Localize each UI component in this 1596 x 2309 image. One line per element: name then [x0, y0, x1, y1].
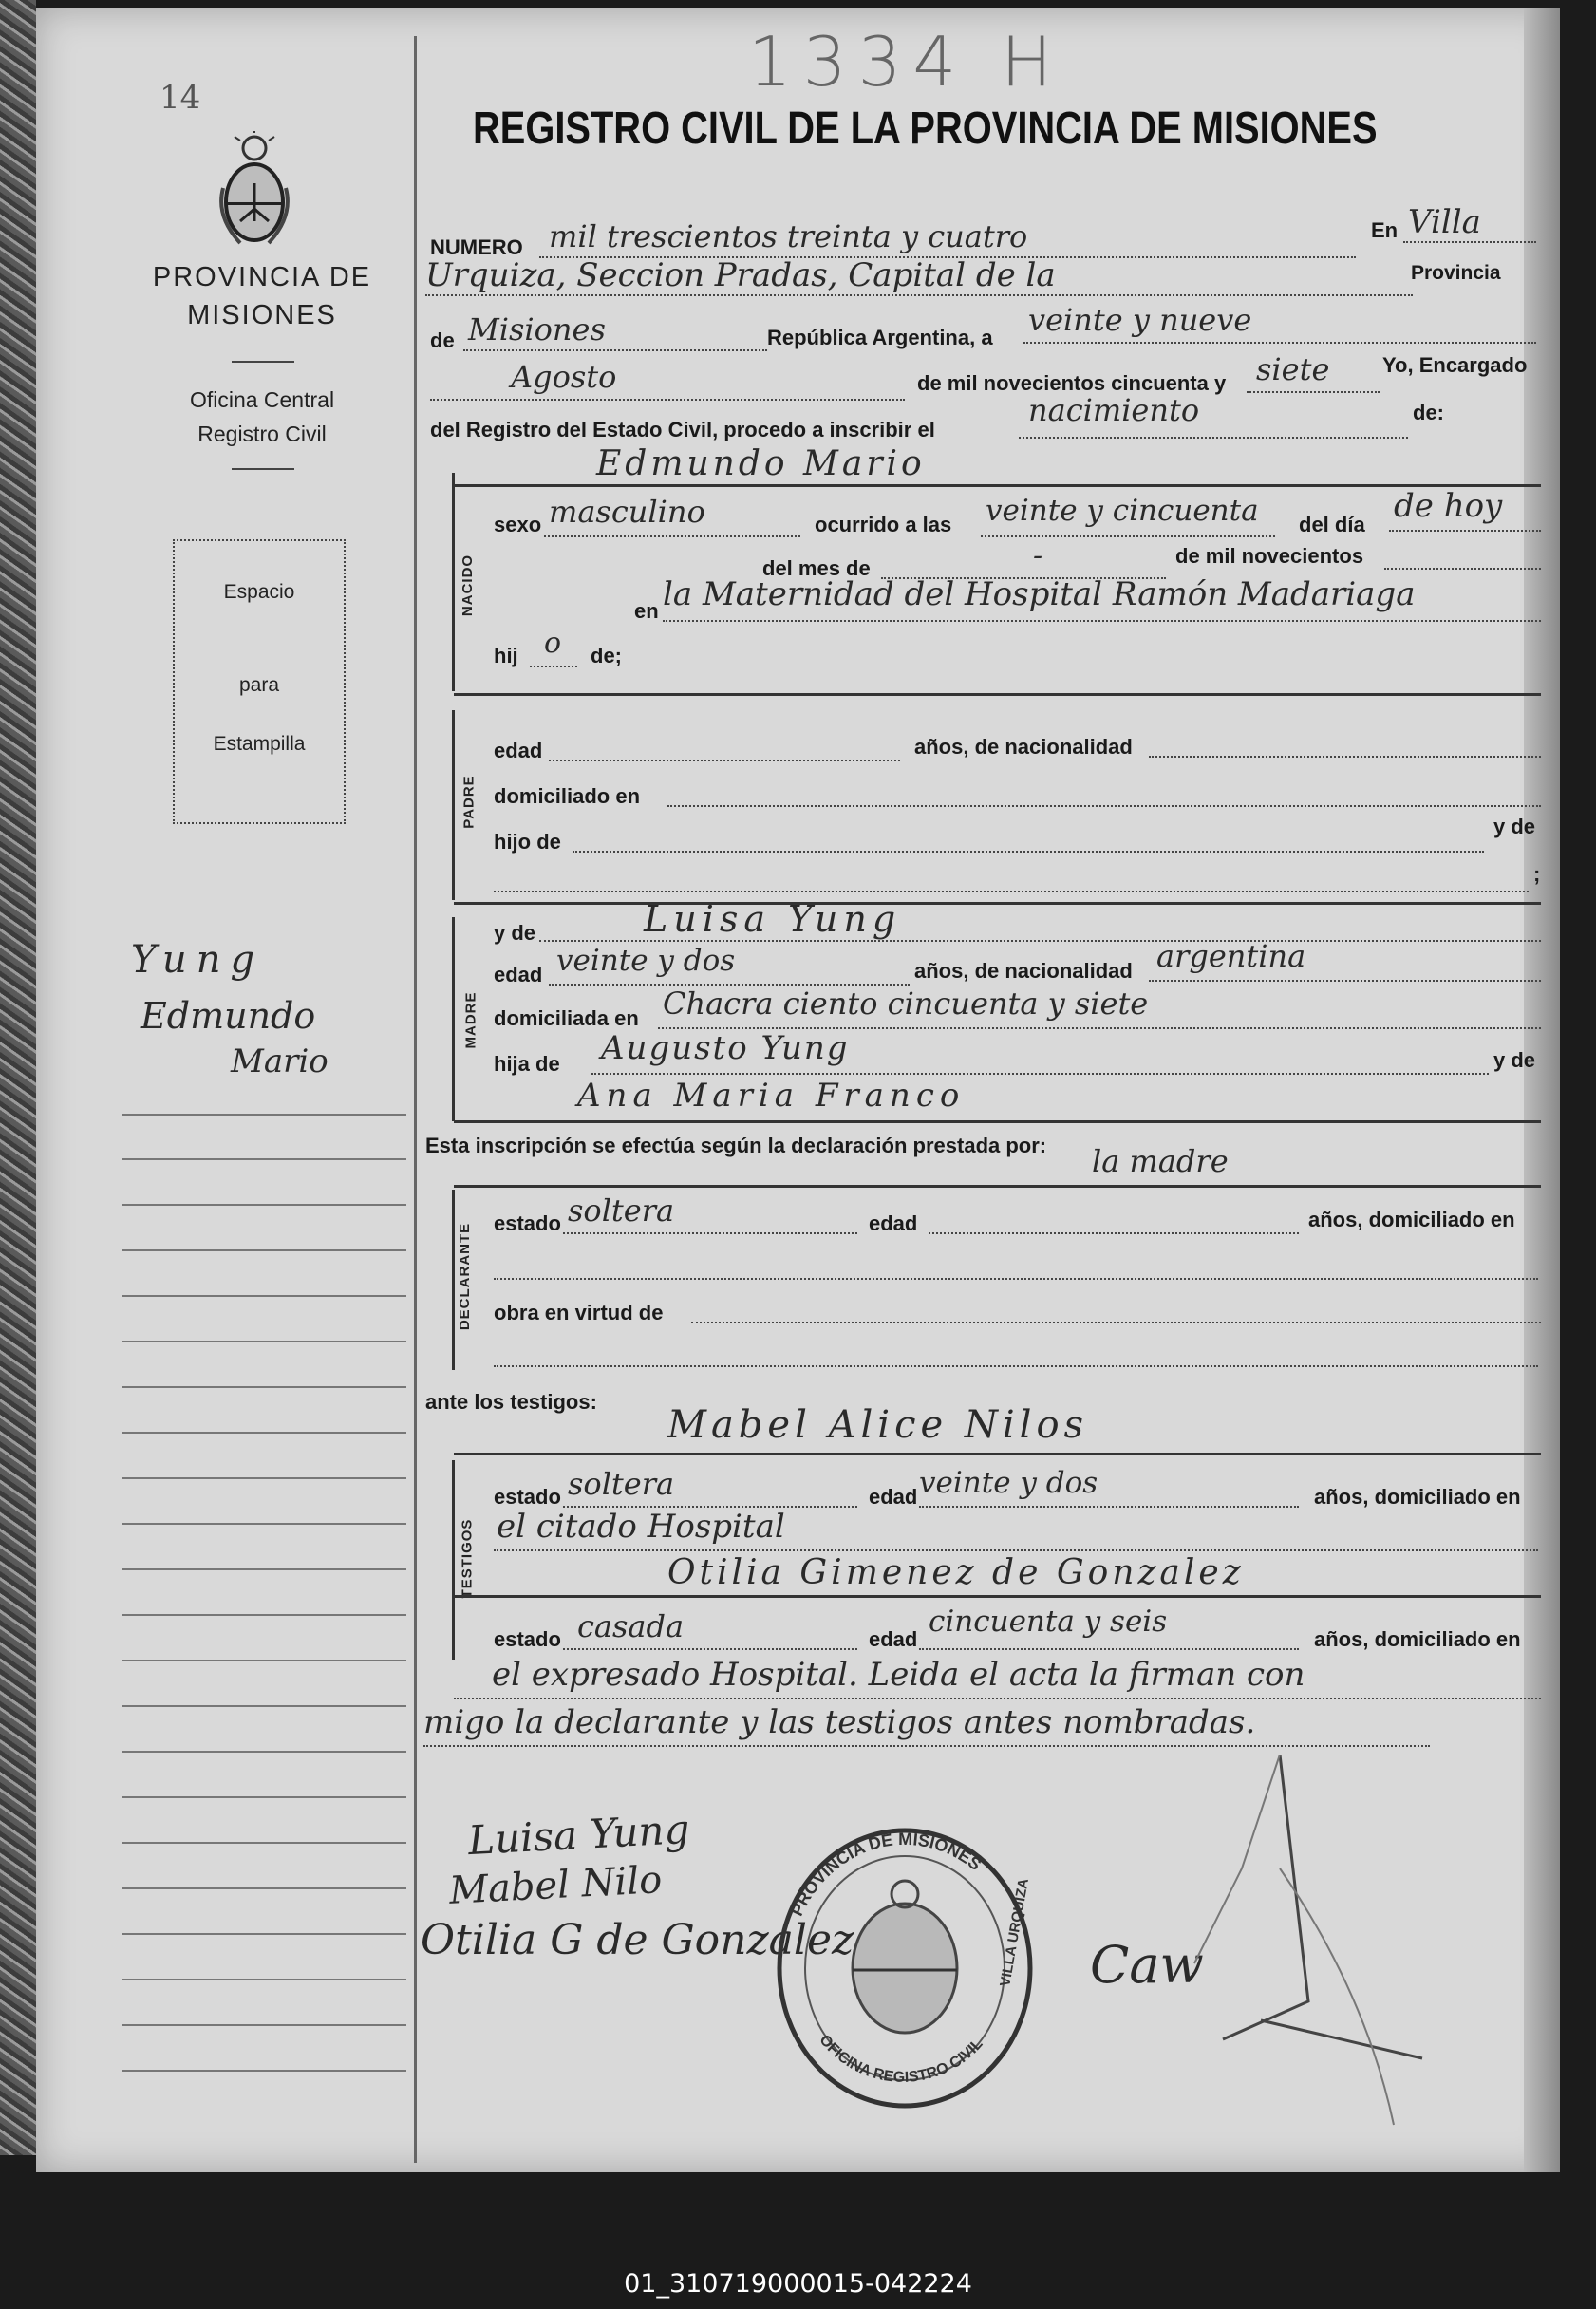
pencil-reference: 1334 H	[748, 22, 1064, 102]
hij-de-label: de;	[591, 644, 622, 667]
stamp-box-line3: Estampilla	[213, 733, 306, 755]
margin-ruled-line	[122, 2024, 406, 2026]
testigo1-domicilio: el citado Hospital	[497, 1508, 785, 1546]
padre-anos-label: años, de nacionalidad	[914, 735, 1133, 759]
margin-ruled-line	[122, 1341, 406, 1342]
testigo1-name: Mabel Alice Nilos	[667, 1403, 1089, 1447]
madre-section-label: MADRE	[462, 991, 479, 1049]
year-label: de mil novecientos cincuenta y	[917, 371, 1227, 395]
coat-of-arms-icon	[212, 131, 297, 250]
nacido-section-label: NACIDO	[460, 554, 477, 617]
margin-ruled-line	[122, 1158, 406, 1160]
margin-ruled-line	[122, 1705, 406, 1707]
margin-ruled-line	[122, 1796, 406, 1798]
testigos-section-label: TESTIGOS	[459, 1518, 476, 1599]
madre-edad-value: veinte y dos	[556, 944, 736, 978]
padre-edad-line	[549, 760, 900, 761]
month-line	[430, 399, 905, 401]
province-line	[463, 349, 767, 351]
testigo1-edad-value: veinte y dos	[919, 1466, 1098, 1500]
stamp-box-line1: Espacio	[223, 581, 295, 603]
province-heading-line2: MISIONES	[187, 300, 337, 330]
register-page	[36, 8, 1560, 2172]
closing-line1: el expresado Hospital. Leida el acta la firman con	[492, 1656, 1305, 1694]
margin-ruled-line	[122, 1204, 406, 1206]
margin-ruled-line	[122, 1933, 406, 1935]
stamp-box-line2: para	[238, 674, 280, 696]
padre-hijo-label: hijo de	[494, 830, 561, 854]
padre-domicilio-line	[667, 805, 1541, 807]
seal-top-text: PROVINCIA DE MISIONES	[787, 1829, 986, 1920]
closing-line1-rule	[454, 1698, 1541, 1699]
closing-line2-rule	[423, 1745, 1430, 1747]
margin-ruled-line	[122, 1842, 406, 1844]
nacido-bracket	[452, 473, 455, 691]
madre-domiciliada-label: domiciliada en	[494, 1006, 639, 1030]
nacido-name-rule	[454, 484, 1541, 487]
del-dia-label: del día	[1299, 513, 1365, 536]
lugar-line	[663, 620, 1541, 622]
sexo-value: masculino	[549, 494, 705, 530]
testigo1-estado-label: estado	[494, 1485, 561, 1509]
de2-label: de:	[1413, 401, 1444, 424]
office-line1: Oficina Central	[189, 387, 335, 412]
hij-label: hij	[494, 644, 518, 667]
locality-line	[425, 294, 1413, 296]
madre-y-de2-label: y de	[1493, 1048, 1536, 1072]
testigo2-anos-label: años, domiciliado en	[1314, 1627, 1521, 1651]
testigo2-edad-line	[919, 1648, 1299, 1650]
de-label: de	[430, 329, 455, 352]
madre-name-line	[539, 940, 1541, 942]
declarante-section-label: DECLARANTE	[457, 1222, 474, 1331]
declaracion-rule	[454, 1185, 1541, 1188]
declarante-estado-value: soltera	[568, 1192, 675, 1229]
declarante-estado-label: estado	[494, 1211, 561, 1235]
testigo2-estado-line	[563, 1648, 857, 1650]
year-value: siete	[1256, 351, 1330, 387]
margin-ruled-line	[122, 1660, 406, 1661]
padre-domiciliado-label: domiciliado en	[494, 784, 641, 808]
madre-y-de-label: y de	[494, 921, 536, 945]
margin-ruled-line	[122, 1568, 406, 1570]
ocurrido-label: ocurrido a las	[815, 513, 952, 536]
declarante-extra-line	[494, 1365, 1538, 1367]
page-title: REGISTRO CIVIL DE LA PROVINCIA DE MISIONES	[473, 103, 1378, 154]
locality-value: Urquiza, Seccion Pradas, Capital de la	[425, 256, 1056, 294]
testigo2-edad-value: cincuenta y seis	[929, 1605, 1168, 1639]
novecientos-line	[1384, 568, 1541, 570]
date-line	[1023, 342, 1536, 344]
footer-image-id: 01_310719000015-042224	[0, 2260, 1596, 2309]
nacido-en-label: en	[634, 599, 659, 623]
lugar-value: la Maternidad del Hospital Ramón Madariaga	[663, 575, 1416, 613]
page-number: 14	[160, 79, 201, 117]
signature-witness2: Otilia G de Gonzalez	[421, 1916, 854, 1964]
margin-note-middlename: Mario	[231, 1042, 329, 1080]
section-rule	[454, 1120, 1541, 1123]
sexo-line	[544, 535, 800, 537]
dia-value: de hoy	[1394, 487, 1503, 525]
margin-note-surname: Yung	[131, 938, 265, 982]
padre-edad-label: edad	[494, 739, 543, 762]
hora-value: veinte y cincuenta	[986, 494, 1259, 528]
section-rule	[454, 693, 1541, 696]
padre-hijo-line	[573, 851, 1484, 853]
left-margin-column	[36, 8, 416, 2172]
office-line2: Registro Civil	[197, 422, 327, 446]
date-value: veinte y nueve	[1028, 302, 1252, 338]
testigo2-estado-label: estado	[494, 1627, 561, 1651]
margin-ruled-line	[122, 1432, 406, 1434]
madre-hija-label: hija de	[494, 1052, 560, 1076]
testigo1-estado-value: soltera	[568, 1466, 675, 1502]
margin-ruled-line	[122, 1477, 406, 1479]
testigo2-name-rule	[454, 1595, 1541, 1598]
numero-label: NUMERO	[430, 235, 523, 259]
madre-domicilio-value: Chacra ciento cincuenta y siete	[663, 986, 1149, 1022]
declarante-bracket	[452, 1190, 455, 1370]
registro-label: del Registro del Estado Civil, procedo a inscribir el	[430, 418, 935, 441]
mes-label: del mes de	[762, 556, 871, 580]
declarante-edad-label: edad	[869, 1211, 918, 1235]
mes-value: -	[1033, 539, 1043, 573]
margin-ruled-line	[122, 1114, 406, 1116]
testigos-ante-label: ante los testigos:	[425, 1390, 597, 1414]
hij-value: o	[544, 627, 562, 660]
republica-label: República Argentina, a	[767, 326, 993, 349]
hij-line	[530, 666, 577, 667]
province-heading-line1: PROVINCIA DE	[152, 262, 372, 292]
margin-ruled-line	[122, 1386, 406, 1388]
margin-ruled-line	[122, 1979, 406, 1980]
margin-ruled-line	[122, 2070, 406, 2072]
testigo2-estado-value: casada	[577, 1608, 685, 1644]
section-rule	[454, 902, 1541, 905]
madre-bracket	[452, 917, 455, 1121]
heading-divider	[232, 361, 294, 363]
declarante-obra-label: obra en virtud de	[494, 1301, 664, 1324]
registrar-flourish-icon	[1005, 1755, 1451, 2134]
testigo1-anos-label: años, domiciliado en	[1314, 1485, 1521, 1509]
padre-semicolon: ;	[1533, 862, 1541, 886]
provincia-label: Provincia	[1411, 262, 1501, 284]
testigos-bracket	[452, 1460, 455, 1660]
en-label: En	[1371, 218, 1399, 242]
svg-text:PROVINCIA DE MISIONES	[787, 1830, 985, 1919]
province-value: Misiones	[468, 311, 606, 347]
declaracion-value: la madre	[1092, 1143, 1229, 1179]
closing-line2: migo la declarante y las testigos antes nombradas.	[423, 1703, 1256, 1741]
madre-padre-line	[591, 1073, 1489, 1075]
year-line	[1247, 391, 1380, 393]
testigo2-name: Otilia Gimenez de Gonzalez	[667, 1553, 1245, 1592]
signature-mother: Luisa Yung	[466, 1805, 691, 1865]
madre-nacionalidad-line	[1149, 980, 1541, 982]
stamp-box	[173, 539, 346, 824]
testigo1-domicilio-line	[494, 1549, 1538, 1551]
dia-line	[1389, 530, 1541, 532]
margin-ruled-line	[122, 1249, 406, 1251]
nacido-name: Edmundo Mario	[596, 444, 926, 483]
en-value: Villa	[1408, 203, 1481, 241]
declarante-obra-line	[691, 1322, 1541, 1323]
padre-y-de-label: y de	[1493, 815, 1536, 838]
padre-section-label: PADRE	[460, 775, 478, 829]
act-line	[1019, 437, 1408, 439]
madre-anos-label: años, de nacionalidad	[914, 959, 1133, 983]
padre-bracket	[452, 710, 455, 900]
testigo1-edad-label: edad	[869, 1485, 918, 1509]
testigo2-edad-label: edad	[869, 1627, 918, 1651]
margin-note-firstname: Edmundo	[141, 995, 316, 1037]
declarante-edad-line	[929, 1232, 1299, 1234]
numero-value: mil trescientos treinta y cuatro	[549, 218, 1028, 254]
svg-text:OFICINA REGISTRO CIVIL	[816, 2032, 986, 2086]
office-divider	[232, 468, 294, 470]
testigo1-edad-line	[919, 1506, 1299, 1508]
margin-ruled-line	[122, 1523, 406, 1525]
seal-bottom-text: OFICINA REGISTRO CIVIL	[816, 2032, 986, 2087]
testigo1-name-rule	[454, 1453, 1541, 1455]
seal-right-text: VILLA URQUIZA	[997, 1877, 1032, 1988]
en-line	[1403, 241, 1536, 243]
madre-edad-label: edad	[494, 963, 543, 986]
madre-madre-value: Ana Maria Franco	[577, 1077, 966, 1115]
padre-nacionalidad-line	[1149, 756, 1541, 758]
official-seal-icon	[753, 1807, 1057, 2130]
madre-name: Luisa Yung	[644, 898, 902, 940]
month-value: Agosto	[511, 359, 617, 395]
novecientos-label: de mil novecientos	[1175, 544, 1364, 568]
margin-ruled-line	[122, 1751, 406, 1753]
act-value: nacimiento	[1028, 392, 1200, 428]
declarante-anos-label: años, domiciliado en	[1308, 1208, 1515, 1231]
page-edge-shadow	[1524, 8, 1560, 2172]
padre-extra-line	[494, 891, 1529, 892]
madre-padre-value: Augusto Yung	[601, 1029, 850, 1067]
declaracion-label: Esta inscripción se efectúa según la declaración prestada por:	[425, 1134, 1047, 1157]
book-binding	[0, 0, 36, 2155]
declarante-estado-line	[563, 1232, 857, 1234]
encargado-label: Yo, Encargado	[1382, 353, 1528, 377]
hora-line	[981, 535, 1275, 537]
declarante-domicilio-line	[494, 1278, 1538, 1280]
margin-ruled-line	[122, 1295, 406, 1297]
sexo-label: sexo	[494, 513, 542, 536]
signature-registrar: Caw	[1090, 1935, 1204, 1995]
margin-ruled-line	[122, 1614, 406, 1616]
signature-witness1: Mabel Nilo	[447, 1858, 664, 1913]
madre-nacionalidad-value: argentina	[1156, 938, 1306, 974]
margin-ruled-line	[122, 1887, 406, 1889]
